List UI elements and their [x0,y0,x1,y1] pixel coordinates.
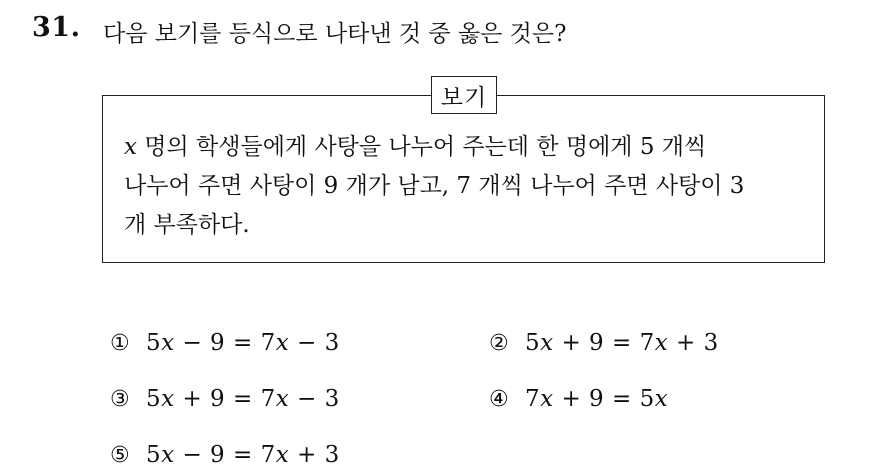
variable-x: x [275,386,290,412]
question-number: 31. [32,12,81,43]
choice-1-expression: 5x − 9 = 7x − 3 [146,330,340,356]
choice-4-expression: 7x + 9 = 5x [525,386,669,412]
variable-x: x [540,386,554,412]
variable-x: x [540,330,554,356]
example-text-line-2: 나누어 주면 사탕이 9 개가 남고, 7 개씩 나누어 주면 사탕이 3 [124,173,745,199]
choice-3-expression: 5x + 9 = 7x − 3 [146,386,340,412]
variable-x: x [654,386,669,412]
example-text-line-1 [124,128,706,161]
variable-x: x [124,134,137,160]
choice-3-number: ③ [110,386,130,412]
choice-2[interactable] [489,330,719,356]
variable-x: x [161,386,175,412]
variable-x: x [161,442,175,468]
choice-5[interactable] [110,442,340,468]
choice-3[interactable] [110,386,340,412]
choice-4[interactable] [489,386,668,412]
choice-1-number: ① [110,330,130,356]
variable-x: x [275,442,290,468]
choice-1[interactable] [110,330,340,356]
example-box-label: 보기 [431,76,497,114]
variable-x: x [275,330,290,356]
example-text-line-3: 개 부족하다. [124,212,250,238]
choice-2-number: ② [489,330,509,356]
variable-x: x [654,330,669,356]
question-text: 다음 보기를 등식으로 나타낸 것 중 옳은 것은? [103,21,567,47]
choice-2-expression: 5x + 9 = 7x + 3 [525,330,719,356]
choice-5-number: ⑤ [110,442,130,468]
example-text-line-1-rest: 명의 학생들에게 사탕을 나누어 주는데 한 명에게 5 개씩 [136,134,707,160]
choice-4-number: ④ [489,386,509,412]
choice-5-expression: 5x − 9 = 7x + 3 [146,442,340,468]
variable-x: x [161,330,175,356]
